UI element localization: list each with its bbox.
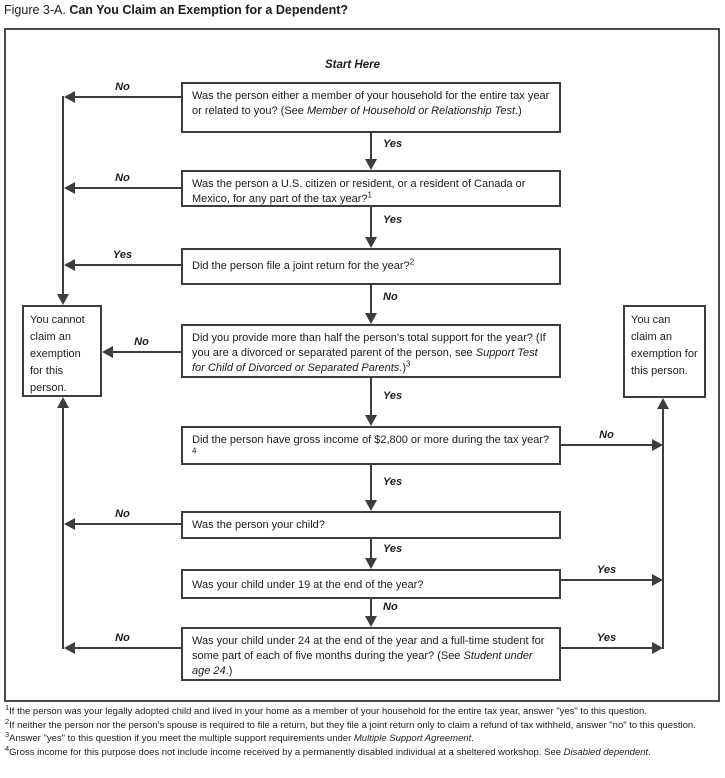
connector-line — [75, 264, 181, 266]
result-box-cannot-claim: You cannot claim an exemption for this person. — [22, 305, 102, 397]
connector-line — [662, 409, 664, 649]
edge-label-q7-no: No — [383, 601, 398, 613]
edge-label-q4-no: No — [134, 336, 149, 348]
question-text: Was the person a U.S. citizen or resident, or a resident of Canada or Mexico, for any part of the tax year? — [192, 178, 526, 205]
footnote-ref: 3 — [406, 359, 411, 369]
edge-label-q3-no: No — [383, 291, 398, 303]
footnote-number: 3 — [5, 730, 10, 740]
footnote-text: . — [648, 747, 651, 759]
edge-label-q6-yes: Yes — [383, 543, 403, 555]
question-text: Did you provide more than half the person's total support for the year? (If you are a divorced or separated parent of the person, see — [192, 332, 546, 359]
edge-label-q7-yes: Yes — [596, 564, 617, 576]
footnote-number: 4 — [5, 744, 10, 753]
figure-title-text: Can You Claim an Exemption for a Dependent? — [69, 3, 349, 17]
arrowhead-down-icon — [365, 313, 377, 324]
footnote-text: If the person was your legally adopted child and lived in your home as a member of your household for the entire tax year, answer "yes" to this question. — [9, 706, 647, 717]
arrowhead-down-icon — [365, 159, 377, 170]
question-text: Did the person file a joint return for the year? — [192, 260, 410, 272]
figure-title — [4, 3, 348, 17]
arrowhead-down-icon — [365, 500, 377, 511]
connector-line — [75, 96, 181, 98]
footnote-number: 2 — [5, 716, 10, 726]
question-text: Did the person have gross income of $2,800 or more during the tax year? — [192, 434, 550, 446]
footnote-text-italic: Multiple Support Agreement — [353, 733, 472, 745]
edge-label-q1-no: No — [115, 81, 130, 93]
question-box-support — [181, 324, 561, 378]
footnote-ref: 4 — [192, 446, 197, 456]
edge-label-q1-yes: Yes — [383, 138, 403, 150]
connector-line — [62, 408, 64, 649]
arrowhead-up-icon — [57, 397, 69, 408]
edge-label-q8-no: No — [115, 632, 130, 644]
edge-label-q2-yes: Yes — [383, 214, 403, 226]
connector-line — [561, 647, 652, 649]
connector-line — [370, 132, 372, 159]
connector-line — [370, 464, 372, 500]
connector-line — [561, 444, 652, 446]
question-box-under-19 — [181, 569, 561, 599]
footnote-text: . — [471, 733, 474, 745]
question-text: Was your child under 19 at the end of the year? — [192, 579, 424, 591]
arrowhead-up-icon — [657, 398, 669, 409]
arrowhead-down-icon — [57, 294, 69, 305]
question-box-household — [181, 82, 561, 133]
connector-line — [561, 579, 652, 581]
footnote-text-italic: Disabled dependent — [563, 747, 649, 759]
start-here-label: Start Here — [325, 59, 380, 71]
edge-label-q5-no: No — [599, 429, 614, 441]
question-box-gross-income — [181, 426, 561, 465]
question-box-citizen — [181, 170, 561, 207]
question-text: .) — [399, 361, 407, 374]
question-text: Was your child under 24 at the end of the year and a full-time student for some part of each of five months during the year? (See — [192, 635, 545, 662]
footnote-1 — [5, 702, 721, 719]
question-text-italic: Student under age 24 — [192, 649, 533, 677]
connector-line — [370, 598, 372, 616]
question-text: .) — [515, 104, 522, 117]
result-box-can-claim: You can claim an exemption for this person. — [623, 305, 706, 398]
arrowhead-down-icon — [365, 558, 377, 569]
question-text-italic: Support Test for Child of Divorced or Separated Parents — [192, 346, 538, 374]
connector-line — [75, 523, 181, 525]
footnote-ref: 1 — [367, 190, 372, 200]
question-text: .) — [225, 664, 233, 677]
footnote-number: 1 — [5, 702, 10, 712]
arrowhead-down-icon — [365, 415, 377, 426]
question-text-italic: Member of Household or Relationship Test — [306, 104, 516, 117]
edge-label-q3-yes: Yes — [112, 249, 133, 261]
question-box-joint-return — [181, 248, 561, 285]
footnote-4 — [5, 744, 721, 760]
footnote-text: If neither the person nor the person's spouse is required to file a return, but they file a joint return only to claim a refund of tax withheld, answer "no" to this question. — [9, 719, 696, 731]
footnote-text: Gross income for this purpose does not include income received by a permanently disabled individual at a sheltered workshop. See — [9, 747, 564, 759]
footnotes — [5, 702, 721, 761]
question-box-under-24 — [181, 627, 561, 681]
figure-title-prefix: Figure 3-A. — [4, 3, 66, 17]
edge-label-q8-yes: Yes — [596, 632, 617, 644]
question-box-your-child — [181, 511, 561, 539]
arrowhead-down-icon — [365, 616, 377, 627]
connector-line — [370, 538, 372, 558]
question-text: Was the person either a member of your household for the entire tax year or related to you? (See — [192, 90, 550, 117]
footnote-2 — [5, 716, 721, 733]
connector-line — [75, 187, 181, 189]
footnote-text: Answer "yes" to this question if you meet the multiple support requirements under — [9, 733, 354, 745]
footnote-ref: 2 — [409, 257, 415, 267]
connector-line — [113, 351, 181, 353]
connector-line — [62, 96, 64, 294]
connector-line — [370, 207, 372, 237]
edge-label-q6-no: No — [115, 508, 130, 520]
footnote-3 — [5, 730, 721, 746]
connector-line — [370, 377, 372, 415]
edge-label-q5-yes: Yes — [383, 476, 403, 488]
edge-label-q2-no: No — [115, 172, 130, 184]
question-text: Was the person your child? — [192, 519, 325, 531]
arrowhead-down-icon — [365, 237, 377, 248]
edge-label-q4-yes: Yes — [383, 390, 403, 402]
connector-line — [370, 284, 372, 313]
connector-line — [75, 647, 181, 649]
